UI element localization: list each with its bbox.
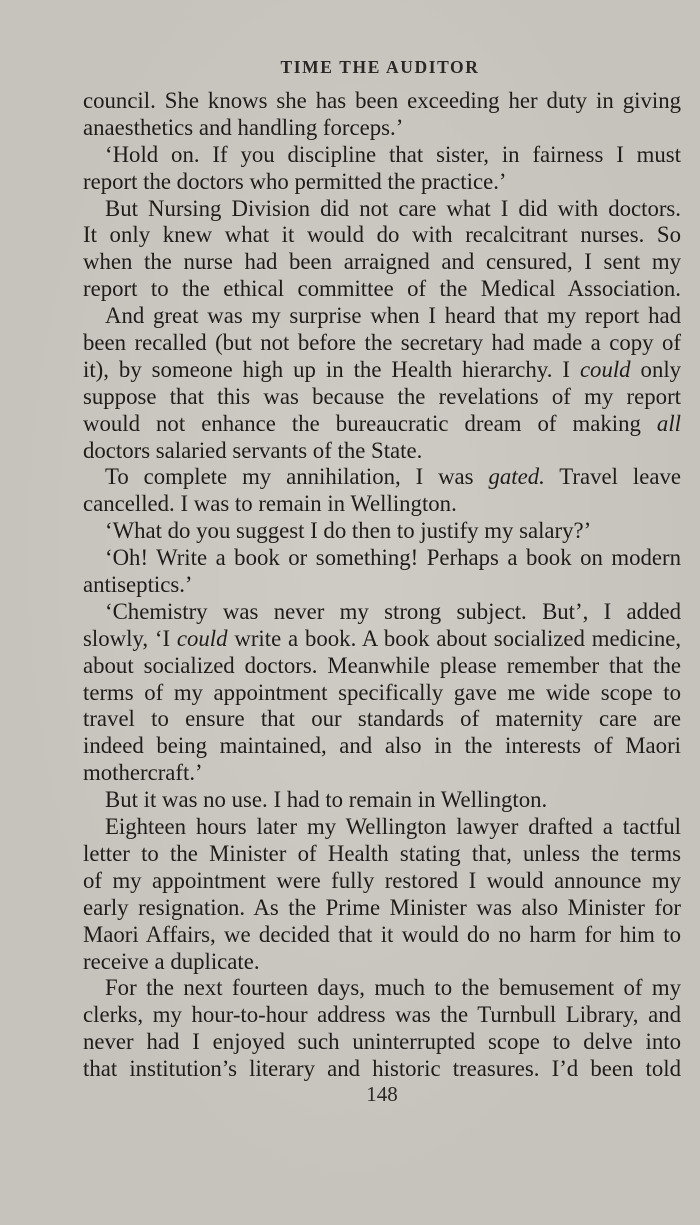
text-line: Eighteen hours later my Wellington lawyer drafted a tactful bbox=[105, 814, 681, 840]
text-line: ‘Oh! Write a book or something! Perhaps a book on modern bbox=[105, 545, 681, 571]
text-line: doctors salaried servants of the State. bbox=[83, 437, 423, 463]
text-line: terms of my appointment specifically gave me wide scope to bbox=[83, 679, 681, 705]
text-line: suppose that this was because the revelations of my report bbox=[83, 383, 681, 409]
text-line: of my appointment were fully restored I would announce my bbox=[83, 867, 681, 893]
text-line: For the next fourteen days, much to the bemusement of my bbox=[105, 975, 681, 1001]
text-line: never had I enjoyed such uninterrupted scope to delve into bbox=[83, 1029, 681, 1055]
text-line: ‘Chemistry was never my strong subject. But’, I added bbox=[105, 598, 681, 624]
text-line: It only knew what it would do with recalcitrant nurses. So bbox=[83, 222, 681, 248]
text-line: slowly, ‘I could write a book. A book about socialized medicine, bbox=[83, 625, 681, 651]
text-line: And great was my surprise when I heard that my report had bbox=[105, 303, 681, 329]
body-text bbox=[83, 88, 681, 1083]
text-line: would not enhance the bureaucratic dream of making all bbox=[83, 410, 681, 436]
text-line: travel to ensure that our standards of maternity care are bbox=[83, 706, 681, 732]
text-line: indeed being maintained, and also in the interests of Maori bbox=[83, 733, 681, 759]
running-header: TIME THE AUDITOR bbox=[280, 57, 480, 77]
text-line: report to the ethical committee of the Medical Association. bbox=[83, 276, 681, 302]
text-line: letter to the Minister of Health stating that, unless the terms bbox=[83, 840, 681, 866]
text-line: council. She knows she has been exceeding her duty in giving bbox=[83, 88, 681, 113]
text-line: clerks, my hour-to-hour address was the Turnbull Library, and bbox=[83, 1002, 681, 1028]
text-line: early resignation. As the Prime Minister was also Minister for bbox=[83, 894, 681, 920]
text-line: about socialized doctors. Meanwhile please remember that the bbox=[83, 652, 681, 678]
text-line: anaesthetics and handling forceps.’ bbox=[83, 114, 404, 140]
text-line: cancelled. I was to remain in Wellington. bbox=[83, 491, 457, 517]
text-line: it), by someone high up in the Health hierarchy. I could only bbox=[83, 356, 681, 382]
text-line: But it was no use. I had to remain in Wellington. bbox=[105, 787, 548, 813]
text-line: But Nursing Division did not care what I did with doctors. bbox=[105, 195, 681, 221]
text-line: been recalled (but not before the secretary had made a copy of bbox=[83, 330, 681, 356]
text-line: receive a duplicate. bbox=[83, 948, 260, 974]
text-line: To complete my annihilation, I was gated. Travel leave bbox=[105, 464, 681, 490]
text-line: ‘Hold on. If you discipline that sister, in fairness I must bbox=[105, 141, 681, 167]
text-line: that institution’s literary and historic treasures. I’d been told bbox=[83, 1056, 681, 1082]
text-line: when the nurse had been arraigned and censured, I sent my bbox=[83, 249, 681, 275]
text-line: antiseptics.’ bbox=[83, 572, 193, 598]
text-line: report the doctors who permitted the practice.’ bbox=[83, 168, 507, 194]
text-line: mothercraft.’ bbox=[83, 760, 203, 786]
page-number: 148 bbox=[366, 1082, 398, 1106]
text-line: Maori Affairs, we decided that it would do no harm for him to bbox=[83, 921, 681, 947]
text-line: ‘What do you suggest I do then to justify my salary?’ bbox=[105, 518, 592, 544]
